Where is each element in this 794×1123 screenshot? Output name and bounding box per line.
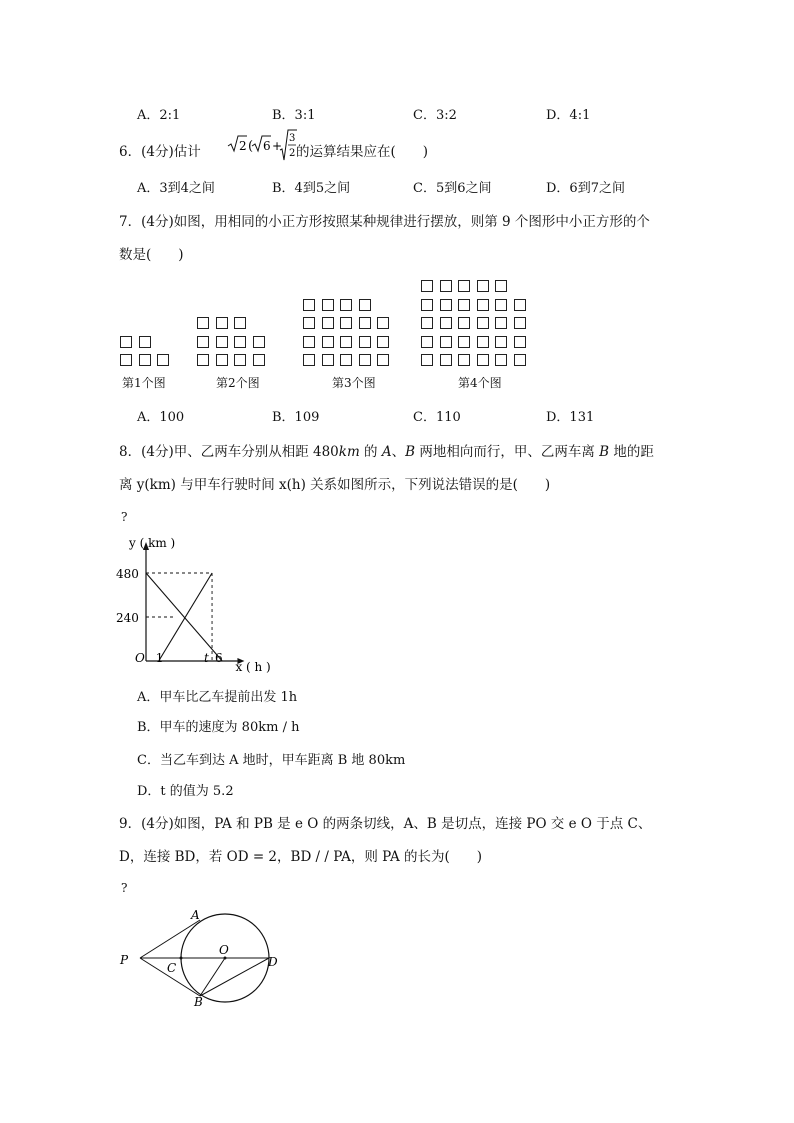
q6-number: 6．(4分) (119, 144, 174, 160)
small-square (421, 317, 433, 329)
q8-option-d: D．t 的值为 5.2 (137, 784, 234, 799)
small-square (340, 336, 352, 348)
q5-option-a: A．2:1 (137, 108, 181, 123)
q8-option-b: B．甲车的速度为 80km / h (137, 720, 300, 735)
q8-line1-unit: km (338, 444, 360, 460)
small-square (477, 336, 489, 348)
small-square (253, 336, 265, 348)
q6-stem (119, 140, 201, 160)
q8-option-c: C．当乙车到达 A 地时，甲车距离 B 地 80km (137, 753, 406, 768)
small-square (421, 299, 433, 311)
small-square (377, 354, 389, 366)
small-square (440, 280, 452, 292)
small-square (197, 354, 209, 366)
label-o: O (219, 943, 229, 957)
small-square (303, 354, 315, 366)
small-square (303, 299, 315, 311)
small-square (340, 317, 352, 329)
small-square (322, 336, 334, 348)
small-square (458, 280, 470, 292)
q7-figure-label-3: 第3个图 (332, 376, 376, 390)
q5-option-c: C．3:2 (413, 108, 457, 123)
small-square (303, 317, 315, 329)
q8-image-placeholder: ? (121, 510, 128, 524)
q9-circle-tangent-figure (115, 905, 290, 1010)
y-tick-480: 480 (116, 567, 139, 581)
small-square (421, 354, 433, 366)
q7-option-d: D．131 (546, 410, 595, 425)
x-tick-6: 6 (215, 651, 223, 665)
label-p: P (120, 953, 129, 967)
small-square (359, 299, 371, 311)
small-square (120, 354, 132, 366)
q7-option-c: C．110 (413, 410, 461, 425)
small-square (216, 354, 228, 366)
y-axis-label: y ( km ) (129, 536, 176, 550)
q8-stem-line1 (119, 440, 654, 460)
x-axis-label: x ( h ) (235, 660, 271, 674)
small-square (322, 317, 334, 329)
small-square (377, 336, 389, 348)
q7-figure-label-1: 第1个图 (122, 376, 166, 390)
small-square (495, 354, 507, 366)
q7-figure-label-4: 第4个图 (458, 376, 502, 390)
small-square (322, 354, 334, 366)
small-square (495, 299, 507, 311)
svg-text:2: 2 (239, 139, 247, 153)
q8-line1-pre: 8．(4分)甲、乙两车分别从相距 480 (119, 444, 339, 460)
small-square (514, 317, 526, 329)
label-b: B (194, 995, 203, 1009)
small-square (139, 336, 151, 348)
q8-distance-time-chart (112, 530, 282, 680)
q8-line1-post: 两地相向而行，甲、乙两车离 (415, 444, 600, 460)
small-square (340, 299, 352, 311)
tangent-pa (140, 920, 200, 958)
small-square (234, 354, 246, 366)
q8-stem-line2: 离 y(km) 与甲车行驶时间 x(h) 关系如图所示，下列说法错误的是( ) (119, 477, 551, 493)
svg-text:3: 3 (289, 133, 296, 144)
x-tick-1: 1 (155, 651, 164, 665)
small-square (458, 354, 470, 366)
small-square (458, 336, 470, 348)
small-square (458, 299, 470, 311)
q5-option-d: D．4:1 (546, 108, 591, 123)
small-square (514, 354, 526, 366)
svg-text:+: + (272, 139, 283, 153)
point-c-dot (180, 957, 183, 960)
y-tick-240: 240 (116, 611, 139, 625)
small-square (495, 280, 507, 292)
svg-text:(: ( (248, 139, 254, 154)
q7-figure-label-2: 第2个图 (216, 376, 260, 390)
q6-text-after: 的运算结果应在( ) (296, 144, 429, 160)
small-square (477, 299, 489, 311)
origin-label: O (135, 651, 145, 665)
small-square (359, 336, 371, 348)
small-square (340, 354, 352, 366)
q8-line1-mid: 的 (359, 444, 382, 460)
radius-ob (200, 958, 225, 996)
small-square (322, 299, 334, 311)
q8-option-a: A．甲车比乙车提前出发 1h (137, 690, 298, 705)
small-square (139, 354, 151, 366)
svg-text:2: 2 (289, 148, 296, 159)
small-square (440, 336, 452, 348)
small-square (216, 336, 228, 348)
small-square (377, 317, 389, 329)
small-square (514, 336, 526, 348)
small-square (359, 354, 371, 366)
q6-math-expression (227, 128, 297, 166)
q7-stem-line2: 数是( ) (119, 247, 184, 263)
q7-option-a: A．100 (137, 410, 185, 425)
small-square (120, 336, 132, 348)
small-square (197, 317, 209, 329)
q8-point-a: A (381, 444, 392, 460)
q8-line1-sep: 、 (391, 444, 406, 460)
label-d: D (268, 955, 278, 969)
q5-option-b: B．3:1 (272, 108, 316, 123)
small-square (216, 317, 228, 329)
q6-option-b: B．4到5之间 (272, 181, 351, 196)
small-square (197, 336, 209, 348)
q9-stem-line1: 9．(4分)如图，PA 和 PB 是 e O 的两条切线，A、B 是切点，连接 PO 交 e O 于点 C、 (119, 816, 652, 832)
small-square (477, 317, 489, 329)
chord-bd (200, 958, 269, 996)
q8-point-b2: B (599, 444, 610, 460)
q7-stem-line1: 7．(4分)如图，用相同的小正方形按照某种规律进行摆放，则第 9 个图形中小正方形的个 (119, 214, 650, 230)
x-tick-t: t (204, 651, 209, 665)
q6-option-a: A．3到4之间 (137, 181, 215, 196)
small-square (359, 317, 371, 329)
small-square (495, 336, 507, 348)
series-jia-line (146, 573, 222, 661)
q8-line1-end: 地的距 (609, 444, 654, 460)
small-square (440, 317, 452, 329)
small-square (421, 336, 433, 348)
q6-option-d: D．6到7之间 (546, 181, 625, 196)
small-square (440, 299, 452, 311)
small-square (421, 280, 433, 292)
q6-option-c: C．5到6之间 (413, 181, 492, 196)
label-a: A (191, 908, 200, 922)
q9-image-placeholder: ? (121, 881, 128, 895)
q9-stem-line2: D，连接 BD，若 OD = 2，BD / / PA，则 PA 的长为( ) (119, 849, 483, 865)
small-square (514, 299, 526, 311)
small-square (234, 336, 246, 348)
small-square (477, 354, 489, 366)
small-square (440, 354, 452, 366)
small-square (495, 317, 507, 329)
q7-option-b: B．109 (272, 410, 320, 425)
small-square (477, 280, 489, 292)
q8-point-b: B (405, 444, 416, 460)
q6-text-before: 估计 (173, 144, 201, 160)
small-square (303, 336, 315, 348)
small-square (253, 354, 265, 366)
label-c: C (167, 961, 177, 975)
small-square (458, 317, 470, 329)
svg-text:6: 6 (263, 139, 271, 153)
small-square (157, 354, 169, 366)
small-square (234, 317, 246, 329)
